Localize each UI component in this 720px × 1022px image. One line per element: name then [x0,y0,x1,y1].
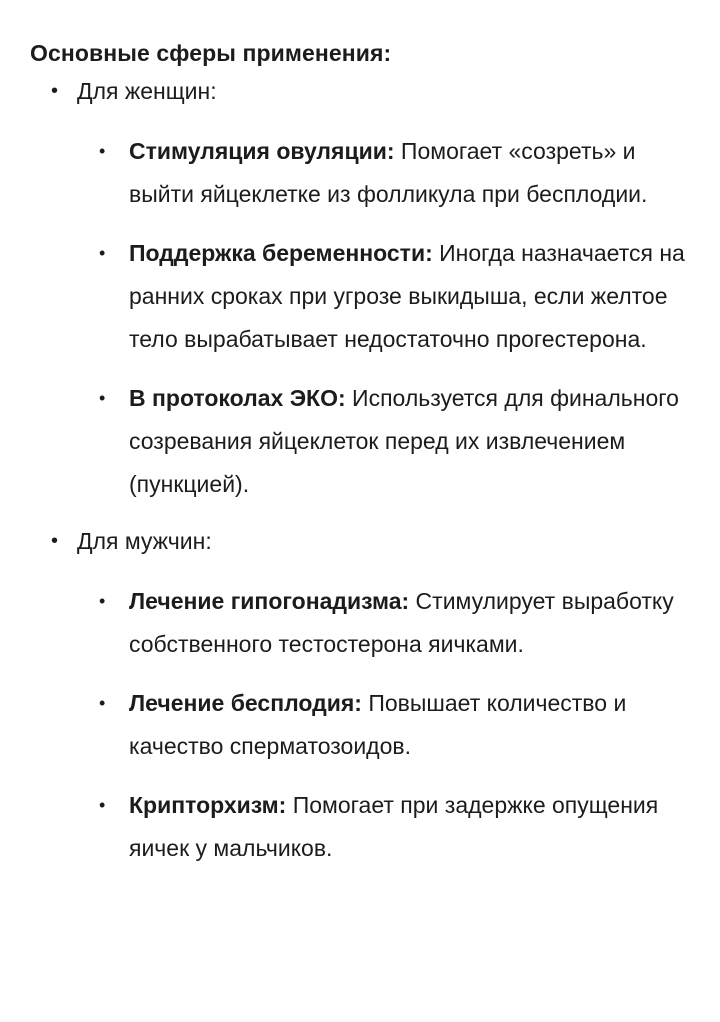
group-men [30,522,690,870]
item-text: Повышает количество и качество сперматозоидов. [129,690,627,759]
item-title: Поддержка беременности: [129,240,433,266]
bullet-icon: • [99,795,106,815]
list-item [77,130,690,216]
group-label-women: Для женщин: [77,78,217,104]
list-item [77,232,690,361]
bullet-icon: • [99,693,106,713]
bullet-icon: • [51,530,59,552]
group-label-men: Для мужчин: [77,528,212,554]
item-text: Иногда назначается на ранних сроках при угрозе выкидыша, если желтое тело вырабатывает недостаточно прогестерона. [129,240,685,352]
women-items-list [77,130,690,506]
item-text: Стимулирует выработку собственного тестостерона яичками. [129,588,674,657]
list-item [77,377,690,506]
bullet-icon: • [99,591,106,611]
list-item [77,580,690,666]
item-text: Помогает при задержке опущения яичек у мальчиков. [129,792,659,861]
bullet-icon: • [99,388,106,408]
men-items-list [77,580,690,870]
bullet-icon: • [99,141,106,161]
section-heading: Основные сферы применения: [30,40,392,66]
group-women [30,72,690,506]
list-item [77,784,690,870]
item-text: Помогает «созреть» и выйти яйцеклетке из фолликула при бесплодии. [129,138,648,207]
item-title: Крипторхизм: [129,792,287,818]
item-title: В протоколах ЭКО: [129,385,346,411]
item-title: Лечение гипогонадизма: [129,588,410,614]
item-title: Стимуляция овуляции: [129,138,395,164]
application-groups-list [30,72,690,870]
bullet-icon: • [51,80,59,102]
item-title: Лечение бесплодия: [129,690,362,716]
bullet-icon: • [99,243,106,263]
list-item [77,682,690,768]
item-text: Используется для финального созревания яйцеклеток перед их извлечением (пункцией). [129,385,679,497]
